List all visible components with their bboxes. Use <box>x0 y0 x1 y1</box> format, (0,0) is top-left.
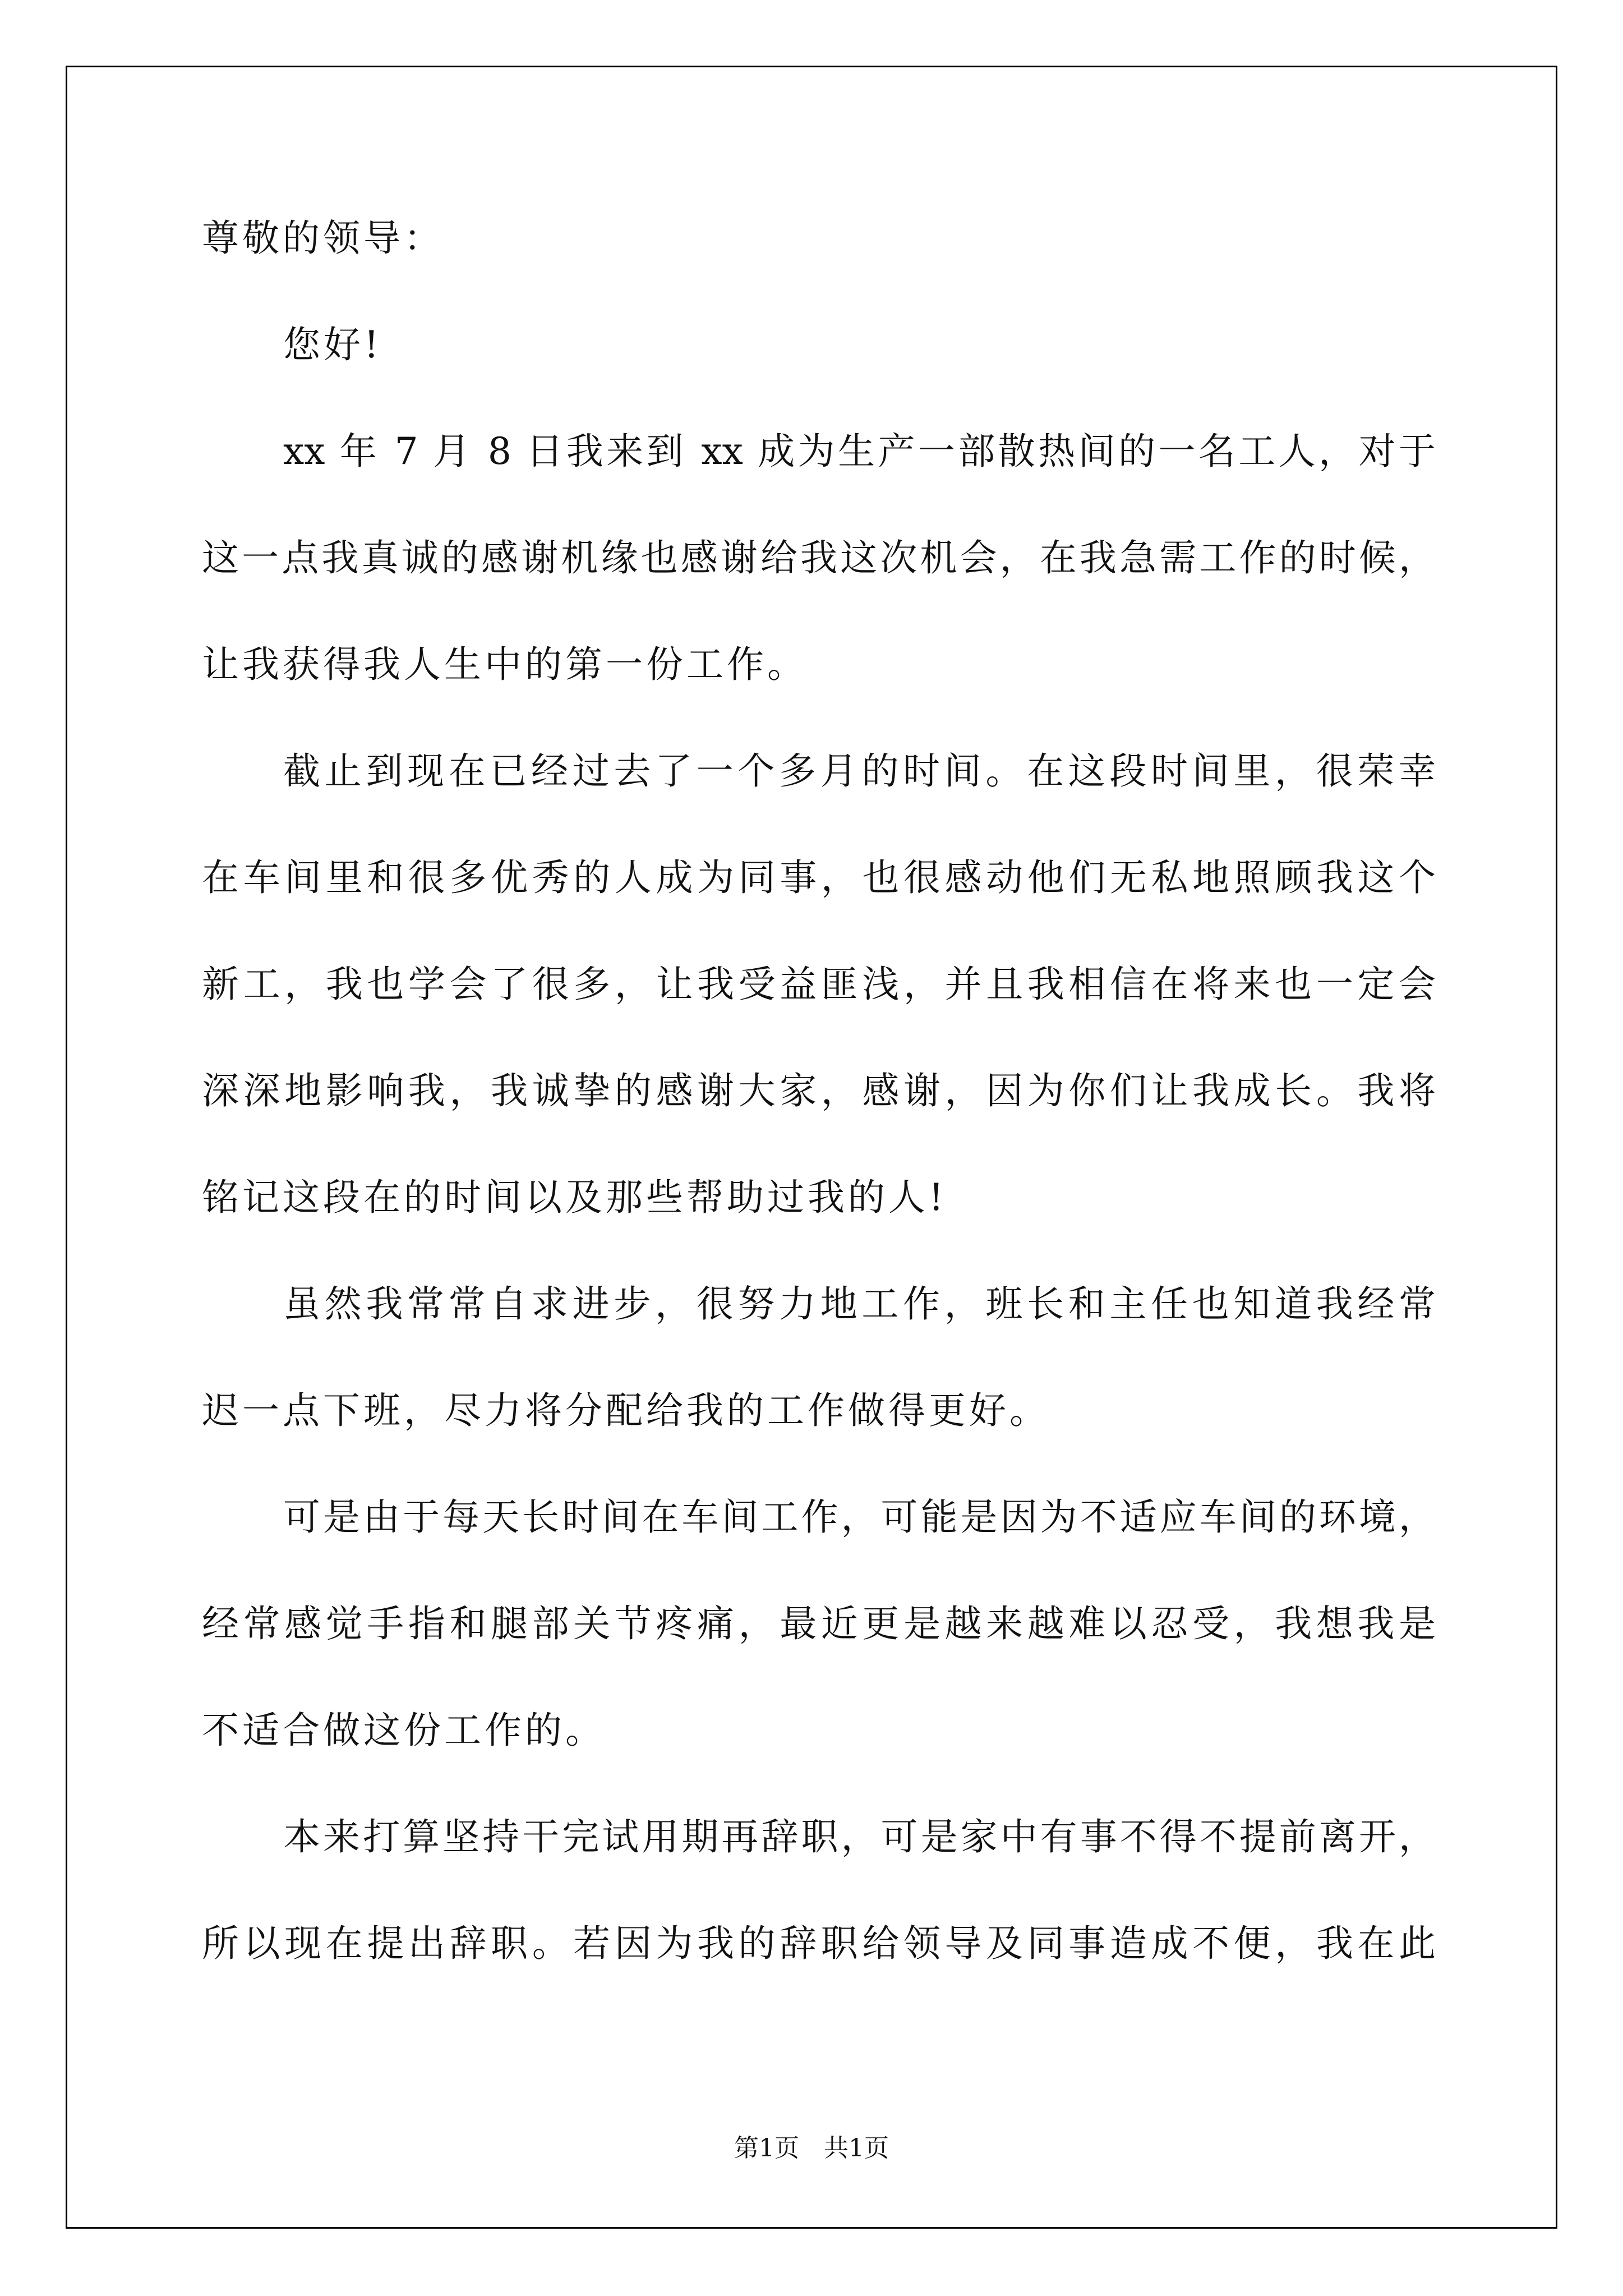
paragraph-line: 在车间里和很多优秀的人成为同事，也很感动他们无私地照顾我这个 <box>202 856 1436 899</box>
paragraph-line: 可是由于每天长时间在车间工作，可能是因为不适应车间的环境， <box>283 1496 1436 1539</box>
paragraph-line: 铭记这段在的时间以及那些帮助过我的人! <box>202 1176 947 1219</box>
paragraph-line: 虽然我常常自求进步，很努力地工作，班长和主任也知道我经常 <box>283 1282 1436 1326</box>
paragraph-line: 迟一点下班，尽力将分配给我的工作做得更好。 <box>202 1389 1050 1432</box>
paragraph-line: 深深地影响我，我诚挚的感谢大家，感谢，因为你们让我成长。我将 <box>202 1069 1436 1112</box>
paragraph-line: 经常感觉手指和腿部关节疼痛，最近更是越来越难以忍受，我想我是 <box>202 1602 1436 1645</box>
hello-line: 您好! <box>283 323 382 366</box>
paragraph-line: 所以现在提出辞职。若因为我的辞职给领导及同事造成不便，我在此 <box>202 1922 1436 1965</box>
paragraph-line: 截止到现在已经过去了一个多月的时间。在这段时间里，很荣幸 <box>283 749 1436 793</box>
paragraph-line: xx 年 7 月 8 日我来到 xx 成为生产一部散热间的一名工人，对于 <box>283 430 1436 473</box>
paragraph-line: 新工，我也学会了很多，让我受益匪浅，并且我相信在将来也一定会 <box>202 963 1436 1006</box>
paragraph-line: 本来打算坚持干完试用期再辞职，可是家中有事不得不提前离开， <box>283 1815 1436 1858</box>
paragraph-line: 让我获得我人生中的第一份工作。 <box>202 643 808 686</box>
paragraph-line: 不适合做这份工作的。 <box>202 1709 606 1752</box>
paragraph-line: 这一点我真诚的感谢机缘也感谢给我这次机会，在我急需工作的时候， <box>202 536 1436 579</box>
page-number: 第1页 共1页 <box>734 2134 889 2162</box>
greeting-line: 尊敬的领导： <box>202 217 444 260</box>
letter-body <box>202 219 1436 2031</box>
